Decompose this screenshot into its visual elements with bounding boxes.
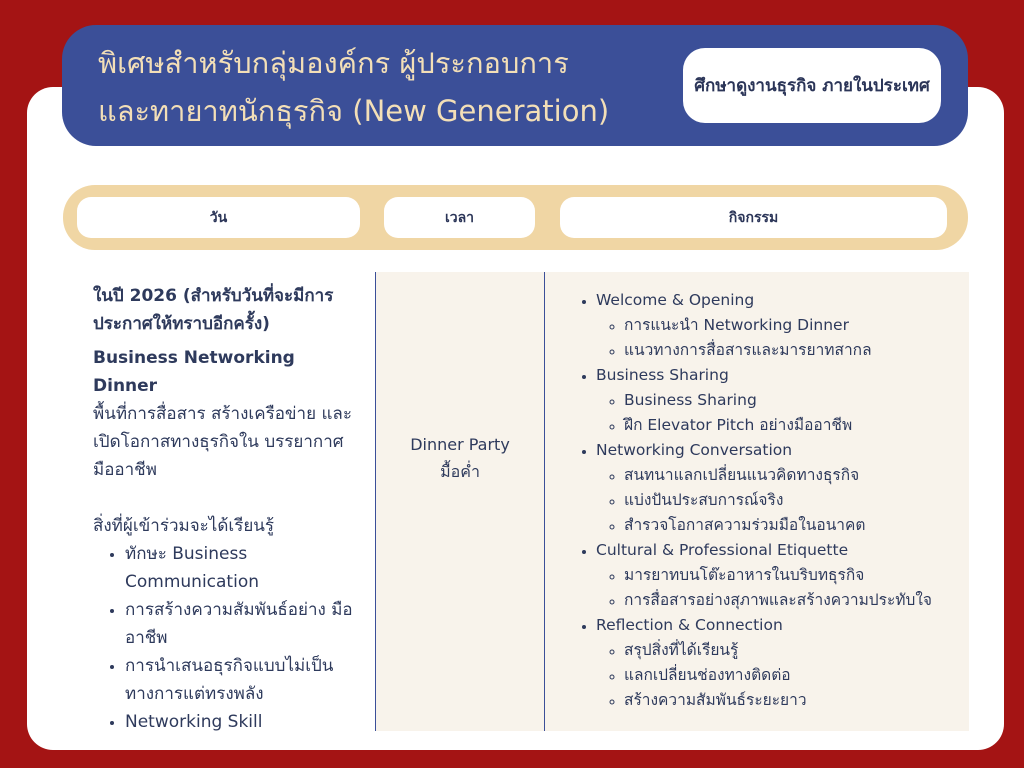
list-item: • Networking Skill bbox=[125, 708, 363, 736]
activity-list bbox=[576, 288, 966, 713]
activity-item bbox=[596, 288, 966, 363]
header-activity: กิจกรรม bbox=[560, 197, 947, 238]
list-item: • การนำเสนอธุรกิจแบบไม่เป็น ทางการแต่ทรงพลัง bbox=[125, 652, 363, 708]
activity-subitem: ◦ สำรวจโอกาสความร่วมมือในอนาคต bbox=[624, 513, 966, 538]
time-column bbox=[376, 431, 544, 485]
activity-label: Networking Conversation bbox=[596, 441, 793, 459]
activity-label: Business Sharing bbox=[596, 366, 729, 384]
title-banner bbox=[62, 25, 968, 146]
activity-subitem: ◦ Business Sharing bbox=[624, 388, 966, 413]
activity-subitem: ◦ แนวทางการสื่อสารและมารยาทสากล bbox=[624, 338, 966, 363]
event-title: Business Networking Dinner bbox=[93, 348, 295, 396]
column-divider bbox=[375, 272, 376, 731]
day-column bbox=[93, 282, 363, 736]
category-tag: ศึกษาดูงานธุรกิจ ภายในประเทศ bbox=[683, 48, 941, 123]
time-label-thai: มื้อค่ำ bbox=[440, 462, 480, 481]
activity-item bbox=[596, 363, 966, 438]
activity-label: Reflection & Connection bbox=[596, 616, 783, 634]
activity-subitem: ◦ แลกเปลี่ยนช่องทางติดต่อ bbox=[624, 663, 966, 688]
table-header bbox=[63, 185, 968, 250]
header-day: วัน bbox=[77, 197, 360, 238]
activity-item bbox=[596, 613, 966, 713]
banner-title-line-1: พิเศษสำหรับกลุ่มองค์กร ผู้ประกอบการ bbox=[98, 46, 569, 80]
activity-subitem: ◦ ฝึก Elevator Pitch อย่างมืออาชีพ bbox=[624, 413, 966, 438]
activity-label: Cultural & Professional Etiquette bbox=[596, 541, 849, 559]
activity-subitem: ◦ การแนะนำ Networking Dinner bbox=[624, 313, 966, 338]
time-label: Dinner Party bbox=[410, 435, 510, 454]
activity-item bbox=[596, 438, 966, 538]
list-item: • ทักษะ Business Communication bbox=[125, 540, 363, 596]
activity-subitem: ◦ การสื่อสารอย่างสุภาพและสร้างความประทับใจ bbox=[624, 588, 966, 613]
activity-subitem: ◦ สรุปสิ่งที่ได้เรียนรู้ bbox=[624, 638, 966, 663]
activity-subitem: ◦ สนทนาแลกเปลี่ยนแนวคิดทางธุรกิจ bbox=[624, 463, 966, 488]
activity-subitem: ◦ มารยาทบนโต๊ะอาหารในบริบทธุรกิจ bbox=[624, 563, 966, 588]
activity-item bbox=[596, 538, 966, 613]
learn-heading: สิ่งที่ผู้เข้าร่วมจะได้เรียนรู้ bbox=[93, 516, 275, 536]
list-item: • การสร้างความสัมพันธ์อย่าง มืออาชีพ bbox=[125, 596, 363, 652]
activity-column bbox=[576, 288, 966, 713]
activity-label: Welcome & Opening bbox=[596, 291, 755, 309]
header-time: เวลา bbox=[384, 197, 535, 238]
event-description: พื้นที่การสื่อสาร สร้างเครือข่าย และเปิดโอกาสทางธุรกิจใน บรรยากาศมืออาชีพ bbox=[93, 404, 352, 480]
activity-subitem: ◦ แบ่งปันประสบการณ์จริง bbox=[624, 488, 966, 513]
learn-list bbox=[93, 540, 363, 736]
event-date: ในปี 2026 (สำหรับวันที่จะมีการประกาศให้ทราบอีกครั้ง) bbox=[93, 286, 334, 334]
column-divider bbox=[544, 272, 545, 731]
banner-title bbox=[98, 39, 678, 135]
activity-subitem: ◦ สร้างความสัมพันธ์ระยะยาว bbox=[624, 688, 966, 713]
banner-title-line-2: และทายาทนักธุรกิจ (New Generation) bbox=[98, 94, 610, 128]
